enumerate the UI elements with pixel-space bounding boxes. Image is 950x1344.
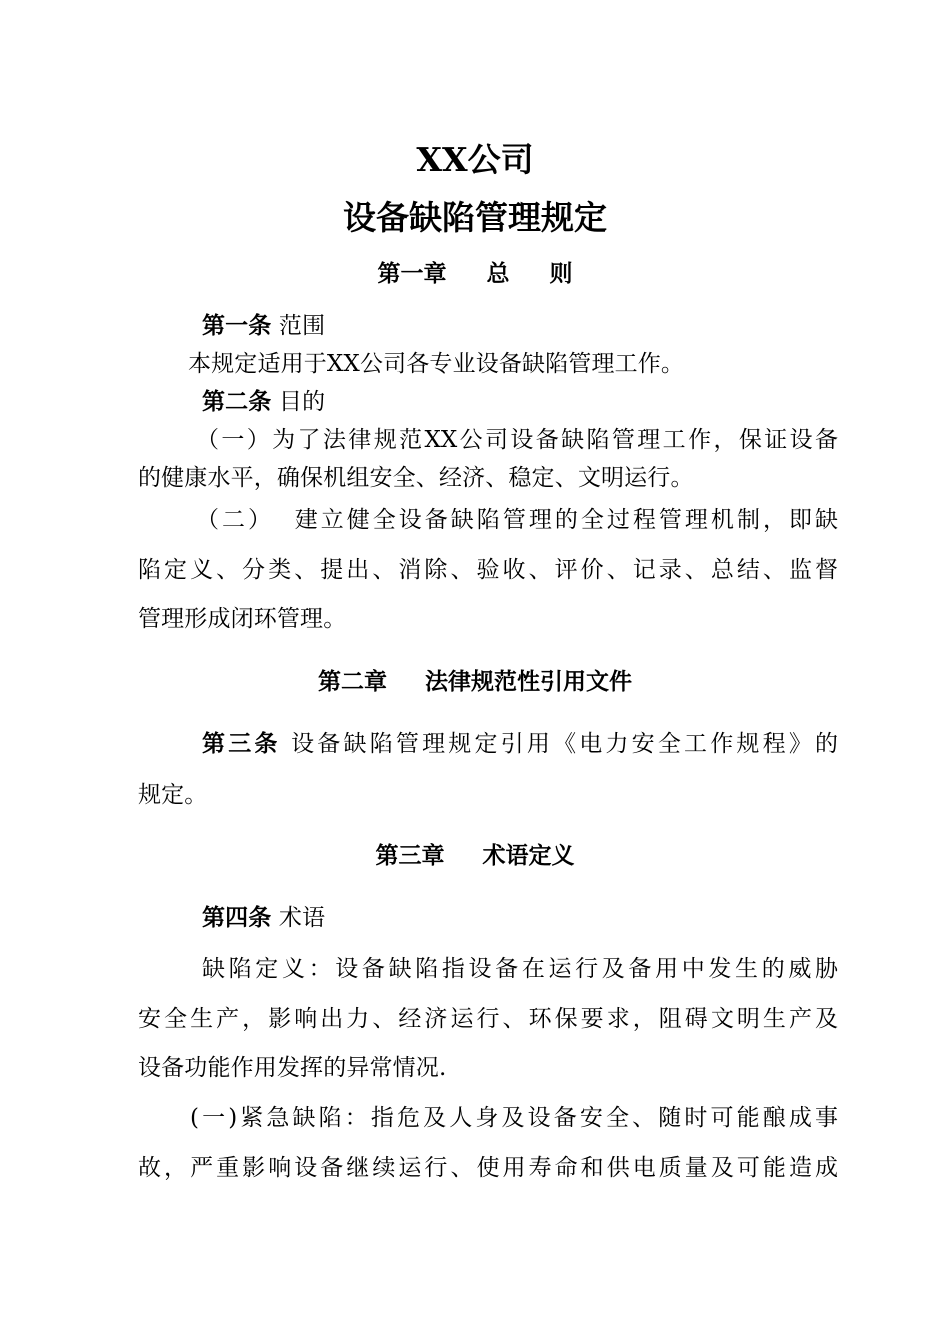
article-4-label: 第四条	[202, 904, 272, 931]
article-1-label: 第一条	[202, 312, 272, 339]
chapter-1-number: 第一章	[377, 260, 447, 287]
article-2-item-2-line-3: 管理形成闭环管理。	[138, 606, 347, 632]
chapter-2-title: 法律规范性引用文件	[425, 668, 632, 695]
article-2-item-1-line-2: 的健康水平，确保机组安全、经济、稳定、文明运行。	[138, 465, 694, 491]
article-4-item-1-line-1: (一)紧急缺陷：指危及人身及设备安全、随时可能酿成事	[190, 1105, 838, 1131]
chapter-3-heading	[0, 841, 950, 871]
article-3-label: 第三条	[202, 730, 281, 757]
article-3-line-1	[202, 729, 838, 759]
article-4-heading	[202, 903, 325, 933]
chapter-1-title-b: 则	[549, 260, 573, 287]
document-title: 设备缺陷管理规定	[343, 198, 607, 237]
company-title: XX公司	[416, 140, 534, 179]
chapter-3-number: 第三章	[375, 842, 445, 869]
chapter-3-title: 术语定义	[482, 842, 575, 869]
article-2-label: 第二条	[202, 388, 272, 415]
article-2-heading	[202, 387, 325, 417]
article-4-item-1-line-2: 故，严重影响设备继续运行、使用寿命和供电质量及可能造成	[138, 1155, 838, 1181]
article-4-def-line-3: 设备功能作用发挥的异常情况.	[138, 1055, 447, 1081]
article-1-heading	[202, 311, 325, 341]
article-2-item-2-line-2: 陷定义、分类、提出、消除、验收、评价、记录、总结、监督	[138, 557, 838, 583]
article-1-title: 范围	[278, 313, 326, 339]
chapter-2-number: 第二章	[318, 668, 387, 695]
article-2-title: 目的	[278, 389, 326, 415]
chapter-2-heading	[0, 667, 950, 697]
article-3-line-2: 规定。	[138, 782, 208, 808]
article-4-title: 术语	[278, 905, 326, 931]
article-2-item-2-line-1: （二） 建立健全设备缺陷管理的全过程管理机制，即缺	[196, 507, 838, 533]
article-1-text: 本规定适用于XX公司各专业设备缺陷管理工作。	[188, 351, 685, 377]
article-3-text: 设备缺陷管理规定引用《电力安全工作规程》的	[291, 731, 839, 757]
article-2-item-1-line-1: （一）为了法律规范XX公司设备缺陷管理工作，保证设备	[196, 427, 838, 453]
article-4-def-line-1: 缺陷定义：设备缺陷指设备在运行及备用中发生的威胁	[202, 956, 838, 982]
chapter-1-title-a: 总	[486, 260, 510, 287]
article-4-def-line-2: 安全生产，影响出力、经济运行、环保要求，阻碍文明生产及	[138, 1006, 838, 1032]
chapter-1-heading	[0, 259, 950, 289]
